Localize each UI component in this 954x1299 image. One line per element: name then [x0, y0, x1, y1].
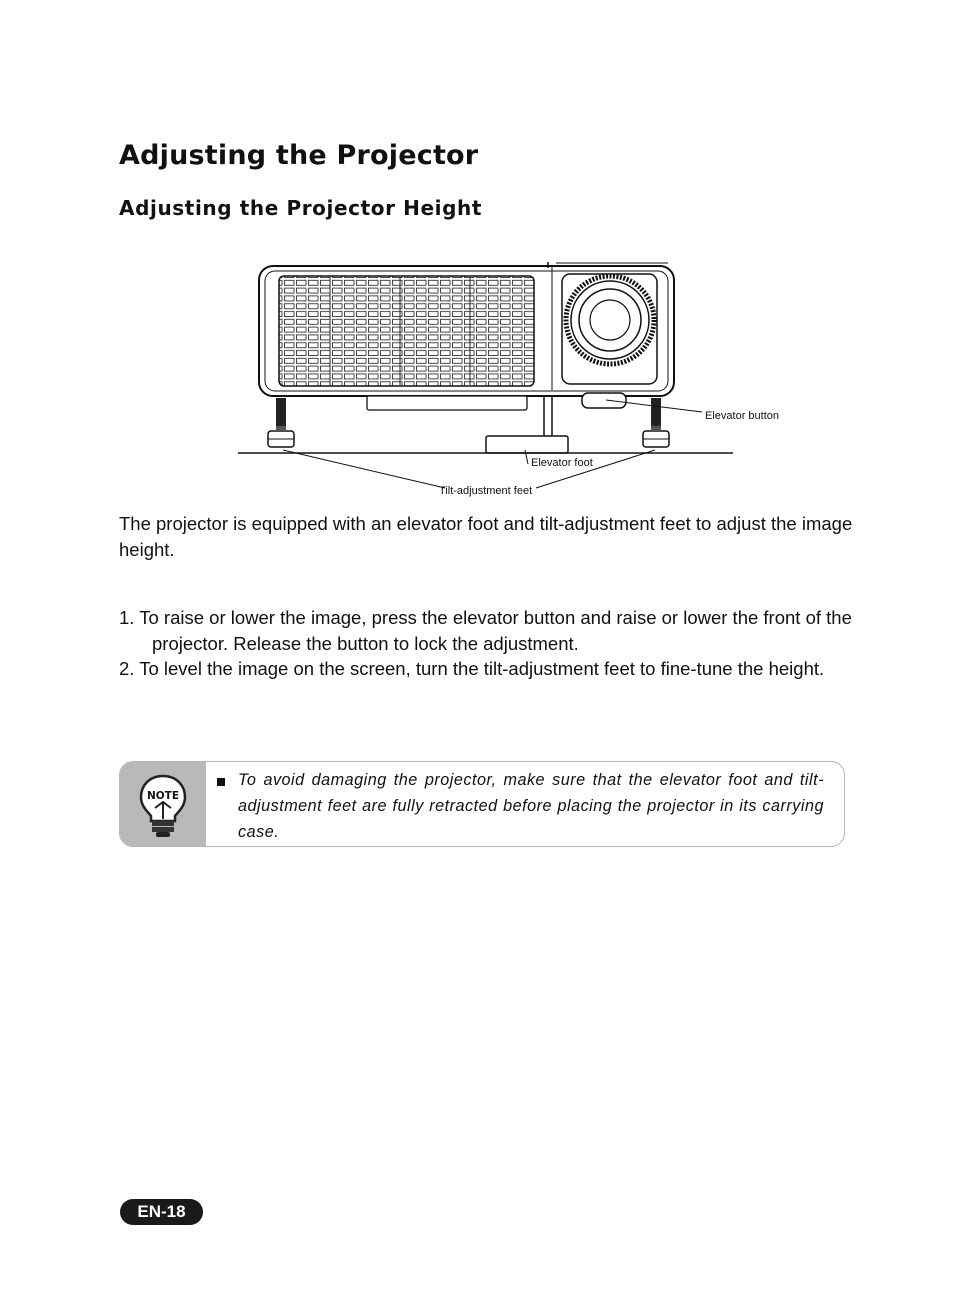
note-icon-panel [120, 762, 206, 846]
note-icon-label: NOTE [146, 790, 180, 802]
vent-grille [279, 276, 534, 386]
intro-paragraph: The projector is equipped with an elevator foot and tilt-adjustment feet to adjust the image height. [119, 513, 853, 560]
note-bullet [217, 778, 225, 786]
section-subtitle: Adjusting the Projector Height [119, 196, 482, 220]
page-title: Adjusting the Projector [119, 140, 479, 171]
elevator-button-shape [582, 393, 626, 408]
elevator-button-label: Elevator button [705, 410, 779, 422]
note-text: To avoid damaging the projector, make sure that the elevator foot and tilt-adjustment feet are fully retracted before placing the projector in its carrying case. [238, 771, 824, 841]
elevator-foot-label: Elevator foot [531, 457, 593, 469]
projector-height-diagram [230, 255, 800, 505]
tilt-foot-left [268, 398, 294, 447]
step-item: 1. To raise or lower the image, press the elevator button and raise or lower the front of the projector. Release the button to lock the adjustment. [119, 607, 852, 654]
lightbulb-note-icon [137, 773, 189, 839]
tilt-feet-label: Tilt-adjustment feet [439, 485, 533, 497]
steps-list [119, 605, 859, 682]
page-number-badge: EN-18 [120, 1199, 203, 1225]
elevator-foot-shape [486, 436, 568, 453]
step-item: 2. To level the image on the screen, turn the tilt-adjustment feet to fine-tune the height. [119, 658, 825, 679]
note-box [119, 761, 845, 847]
